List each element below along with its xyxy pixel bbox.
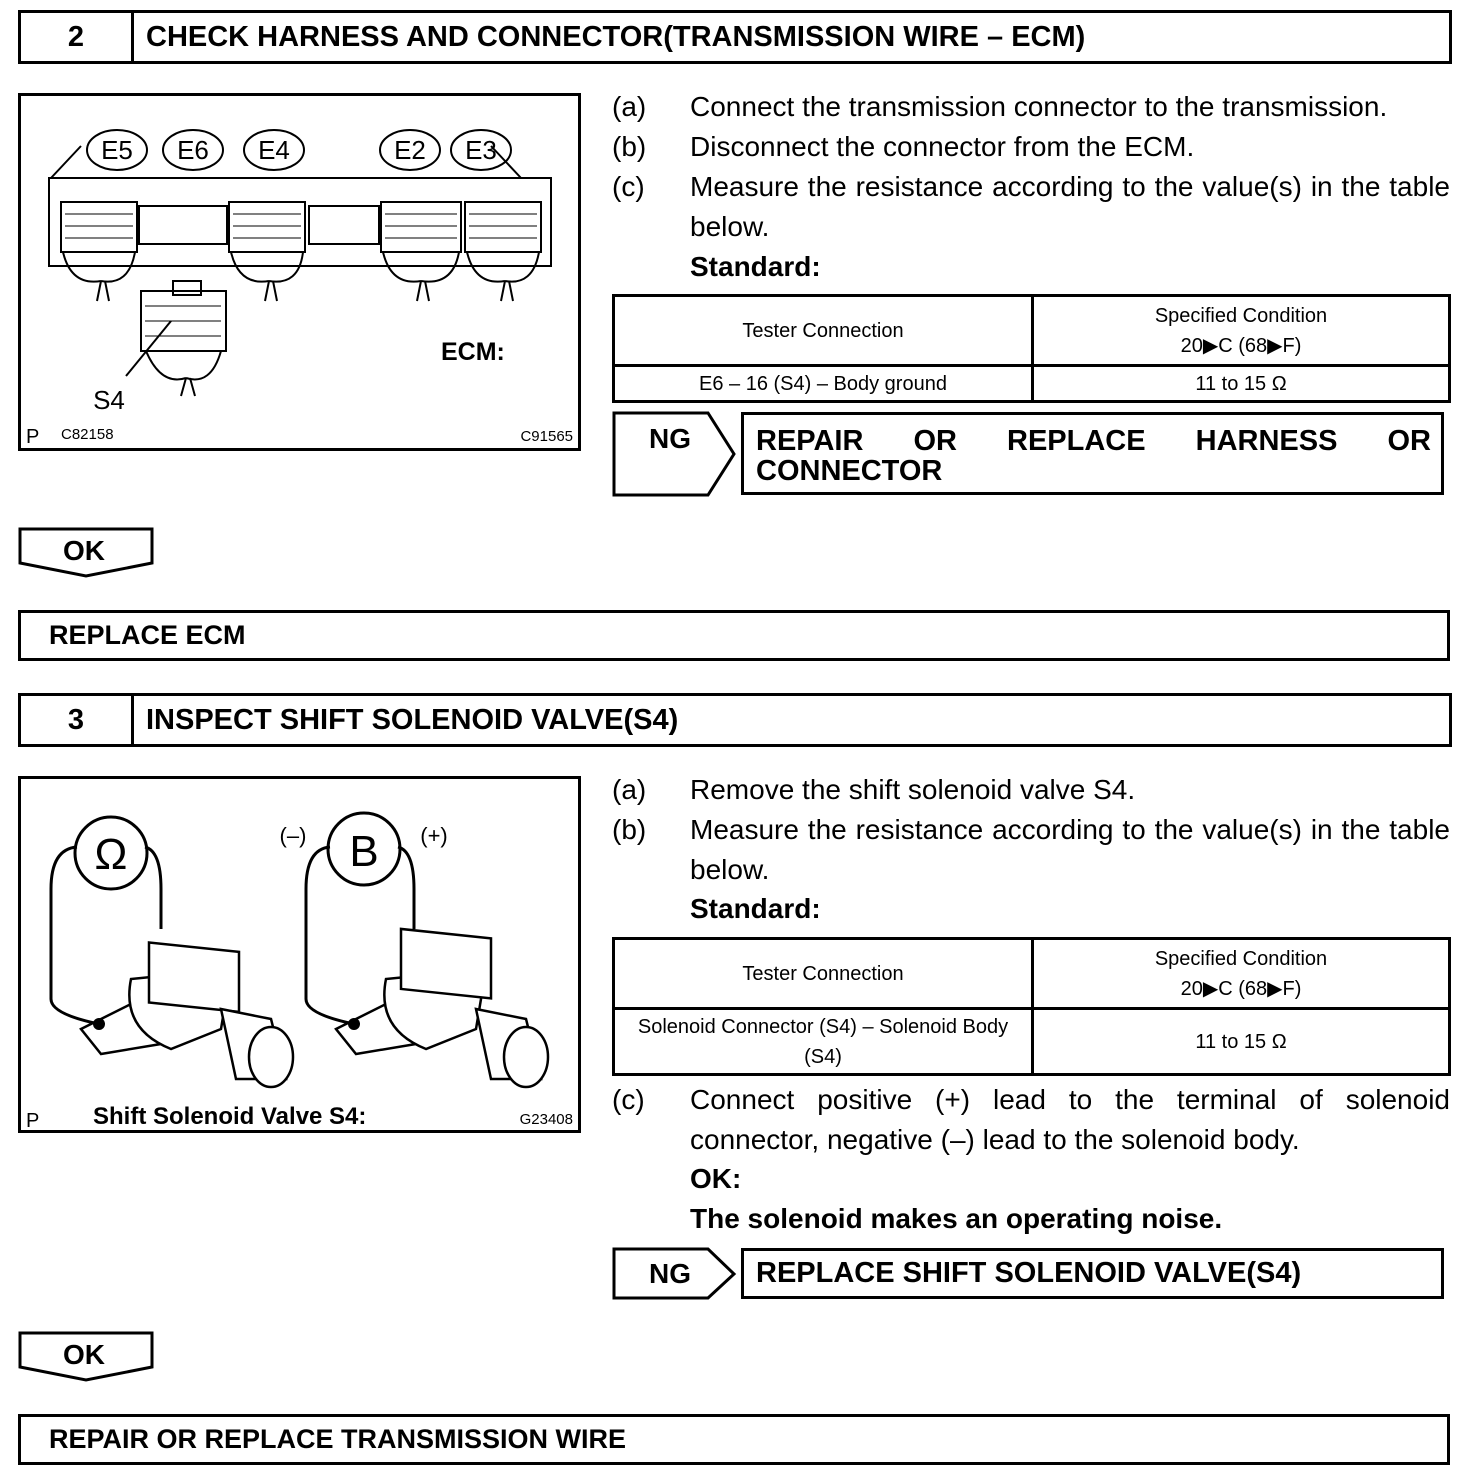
ok-result: REPAIR OR REPLACE TRANSMISSION WIRE <box>18 1414 1450 1465</box>
ecm-connector-diagram <box>21 96 578 448</box>
step-text: Measure the resistance according to the value(s) in the table below. <box>690 814 1450 885</box>
spec-table-step-3 <box>612 937 1451 1076</box>
standard-label: Standard: <box>690 893 821 924</box>
negative-label: (–) <box>279 823 307 848</box>
figure-caption: Shift Solenoid Valve S4: <box>93 1103 367 1130</box>
p-mark: P <box>26 1110 40 1130</box>
connector-label-e4: E4 <box>258 135 290 165</box>
ok-standard-label: OK: <box>690 1163 742 1194</box>
p-mark: P <box>26 426 40 448</box>
step-letter: (c) <box>612 171 645 202</box>
ng-result: REPLACE SHIFT SOLENOID VALVE(S4) <box>741 1248 1444 1299</box>
figure-code-left: C82158 <box>61 426 114 443</box>
solenoid-diagram <box>21 779 578 1130</box>
ohmmeter-icon: Ω <box>94 830 128 879</box>
connector-label-e6: E6 <box>177 135 209 165</box>
header-tester-connection: Tester Connection <box>614 939 1033 1009</box>
figure-code: G23408 <box>519 1111 573 1128</box>
temperature-condition: 20▶C (68▶F) <box>1180 977 1302 1000</box>
step-title: INSPECT SHIFT SOLENOID VALVE(S4) <box>146 703 679 736</box>
ng-arrow-button[interactable] <box>612 411 738 497</box>
connector-label-e3: E3 <box>465 135 497 165</box>
step-number: 3 <box>21 696 134 744</box>
spec-table-step-2 <box>612 294 1451 403</box>
ok-standard-text: The solenoid makes an operating noise. <box>690 1203 1223 1234</box>
step-letter: (a) <box>612 774 647 805</box>
figure-code-right: C91565 <box>520 428 573 445</box>
ok-label: OK <box>63 1339 105 1370</box>
step-letter: (b) <box>612 814 647 845</box>
ecm-label: ECM: <box>441 338 505 366</box>
step-text: Connect the transmission connector to the transmission. <box>690 91 1388 122</box>
s4-label: S4 <box>93 385 125 415</box>
standard-label: Standard: <box>690 251 821 282</box>
cell-connection: Solenoid Connector (S4) – Solenoid Body (S4) <box>614 1009 1033 1075</box>
header-tester-connection: Tester Connection <box>614 296 1033 366</box>
step-letter: (b) <box>612 131 647 162</box>
cell-condition: 11 to 15 Ω <box>1033 366 1450 402</box>
temperature-condition: 20▶C (68▶F) <box>1180 334 1302 357</box>
positive-label: (+) <box>420 823 448 848</box>
ok-arrow-button[interactable] <box>18 1331 158 1383</box>
ng-label: NG <box>649 1258 691 1289</box>
ok-result: REPLACE ECM <box>18 610 1450 661</box>
step-title: CHECK HARNESS AND CONNECTOR(TRANSMISSION WIRE – ECM) <box>146 20 1086 53</box>
step-text: Measure the resistance according to the value(s) in the table below. <box>690 171 1450 242</box>
battery-icon: B <box>349 827 379 876</box>
connector-label-e5: E5 <box>101 135 133 165</box>
step-letter: (a) <box>612 91 647 122</box>
ng-arrow-button[interactable] <box>612 1247 738 1301</box>
header-specified-condition: Specified Condition 20▶C (68▶F) <box>1033 296 1450 366</box>
step-number: 2 <box>21 13 134 61</box>
header-specified-condition: Specified Condition 20▶C (68▶F) <box>1033 939 1450 1009</box>
cell-condition: 11 to 15 Ω <box>1033 1009 1450 1075</box>
step-2-header <box>18 10 1452 64</box>
ng-result: REPAIR OR REPLACE HARNESS OR CONNECTOR <box>741 412 1444 495</box>
cell-connection: E6 – 16 (S4) – Body ground <box>614 366 1033 402</box>
step-text: Connect positive (+) lead to the terminal of solenoid connector, negative (–) lead to the solenoid body. <box>690 1084 1450 1155</box>
ng-label: NG <box>649 423 691 454</box>
step-letter: (c) <box>612 1084 645 1115</box>
step-text: Remove the shift solenoid valve S4. <box>690 774 1136 805</box>
step-text: Disconnect the connector from the ECM. <box>690 131 1195 162</box>
ok-arrow-button[interactable] <box>18 527 158 579</box>
connector-label-e2: E2 <box>394 135 426 165</box>
ecm-connector-figure <box>18 93 581 451</box>
solenoid-figure <box>18 776 581 1133</box>
ok-label: OK <box>63 535 105 566</box>
step-3-header <box>18 693 1452 747</box>
